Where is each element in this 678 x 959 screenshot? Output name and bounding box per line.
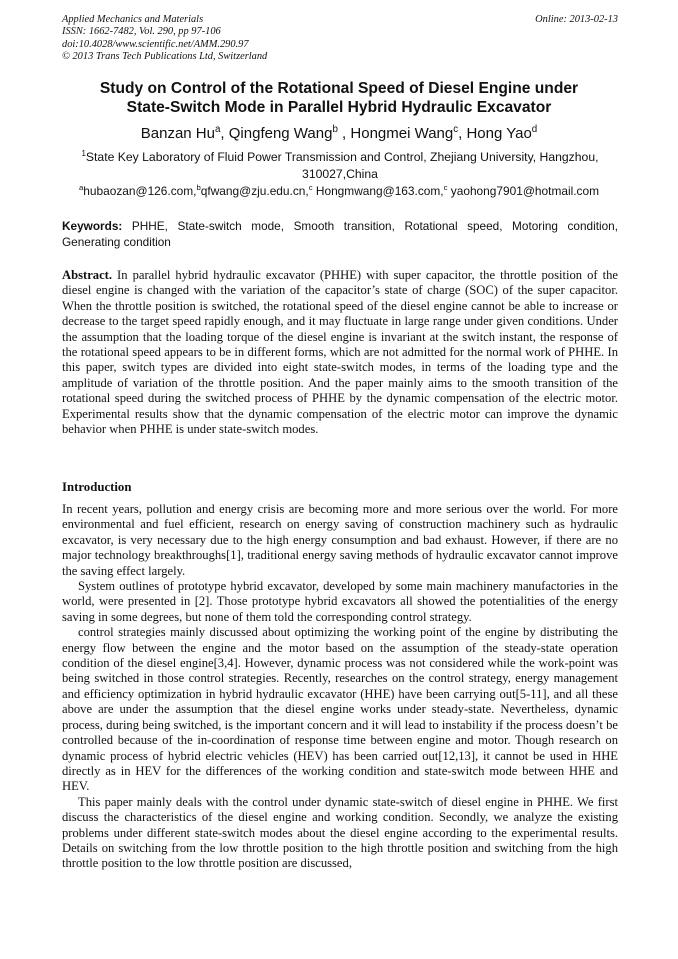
issn-line: ISSN: 1662-7482, Vol. 290, pp 97-106 (62, 26, 221, 38)
email-list (40, 183, 638, 199)
affiliation-text: State Key Laboratory of Fluid Power Transmission and Control, Zhejiang University, Hangzhou, 310027,China (85, 150, 599, 181)
author-list: Banzan Hu$^a$, Qingfeng Wang$^b$ , Hongmei Wang$^c$, Hong Yao$^d$ (140, 124, 538, 142)
paragraph: System outlines of prototype hybrid excavator, developed by some main machinery manufactories in the world, were presented in [2]. Those prototype hybrid excavators all showed the potentialities of the energy saving in some degrees, but none of them told the corresponding control strategy. (62, 579, 618, 624)
paragraph: control strategies mainly discussed about optimizing the working point of the engine by distributing the energy flow between the engine and the motor based on the assumption of the steady-state operation condition of the diesel engine[3,4]. However, dynamic process was not considered while the work-point was being switched in those control strategies. Recently, researches on the control strategy, energy management and efficiency optimization in hybrid hydraulic excavator (HHE) have been carrying out[5-11], and all these above are under the assumption that the diesel engine works under steady-state. Nevertheless, dynamic process, during being switched, is the important concern and it will lead to instability if the process doesn’t be controlled because of the in-coordination of response time between engine and motor. Though research on dynamic process of hybrid electric vehicles (HEV) has been carried out[12,13], it cannot be used in HHE directly as in HEV for the differences of the working condition and state-switch mode between HHE and HEV. (62, 625, 618, 794)
author-name: Hong Yao (466, 125, 532, 142)
author-name: Hongmei Wang (350, 125, 454, 142)
author-sup: a (214, 124, 221, 135)
email-sup: a (78, 183, 84, 193)
email-sup: b (196, 183, 201, 193)
introduction-body (62, 502, 618, 872)
author-sup: b (332, 124, 338, 135)
email-address[interactable]: Hongmwang@163.com, (312, 184, 444, 198)
paragraph: This paper mainly deals with the control under dynamic state-switch of diesel engine in PHHE. We first discuss the characteristics of the diesel engine and working condition. Secondly, we analyze the existing problems under different state-switch modes about the diesel engine according to the experimental results. Details on switching from the low throttle position to the high throttle position and switching from the high throttle position to the low throttle position are discussed, (62, 794, 618, 871)
online-date: Online: 2013-02-13 (535, 14, 618, 25)
keywords-text: PHHE, State-switch mode, Smooth transition, Rotational speed, Motoring condition, Generating condition (62, 219, 618, 249)
title-line-2: State-Switch Mode in Parallel Hybrid Hydraulic Excavator (126, 98, 552, 116)
email-address[interactable]: qfwang@zju.edu.cn, (200, 184, 309, 198)
journal-name: Applied Mechanics and Materials (62, 14, 204, 25)
author-sup: c (453, 124, 459, 135)
keywords (62, 219, 618, 250)
abstract-label: Abstract. (62, 268, 113, 282)
title-line-1: Study on Control of the Rotational Speed of Diesel Engine under (99, 80, 579, 97)
email-address[interactable]: hubaozan@126.com, (83, 184, 197, 198)
paper-title (40, 80, 638, 117)
affiliation (62, 149, 618, 183)
keywords-label: Keywords: (62, 219, 123, 233)
abstract-text: In parallel hybrid hydraulic excavator (PHHE) with super capacitor, the throttle position of the diesel engine is changed with the variation of the capacitor’s state of charge (SOC) of the super capacitor. When the throttle position is switched, the rotational speed of the diesel engine cannot be able to increase or decrease to the target speed rapidly enough, and it may fluctuate in large range under given conditions. Under the assumption that the loading torque of the diesel engine is invariant at the switch instant, the response of the rotational speed appears to be in different forms, which are not admitted for the normal work of PHHE. In this paper, switch types are divided into eight state-switch modes, in terms of the loading type and the amplitude of variation of the throttle position. And the paper mainly aims to the smooth transition of the rotational speed during the switched process of PHHE by the dynamic compensation of the electric motor. Experimental results show that the dynamic compensation of the electric motor can improve the dynamic behavior when PHHE is under state-switch modes. (62, 268, 618, 437)
author-sup: d (531, 124, 538, 135)
paragraph: In recent years, pollution and energy crisis are becoming more and more serious over the world. For more environmental and fuel efficient, research on energy saving of construction machinery such as hydraulic excavator, is very necessary due to the high energy consumption and bad exhaust. However, if there are no major technology breakthroughs[1], traditional energy saving methods of hydraulic excavator cannot improve the saving effect largely. (62, 502, 618, 578)
abstract (62, 268, 618, 437)
email-address[interactable]: yaohong7901@hotmail.com (447, 184, 600, 198)
journal-header (62, 14, 618, 64)
doi-line: doi:10.4028/www.scientific.net/AMM.290.97 (62, 38, 249, 50)
author-name: Banzan Hu (140, 125, 215, 142)
email-sup: c (308, 183, 313, 193)
copyright-line: © 2013 Trans Tech Publications Ltd, Switzerland (62, 51, 268, 63)
author-name: Qingfeng Wang (228, 125, 333, 142)
email-sup: c (443, 183, 448, 193)
section-heading-introduction: Introduction (62, 480, 132, 494)
affiliation-sup: 1 (81, 148, 86, 158)
